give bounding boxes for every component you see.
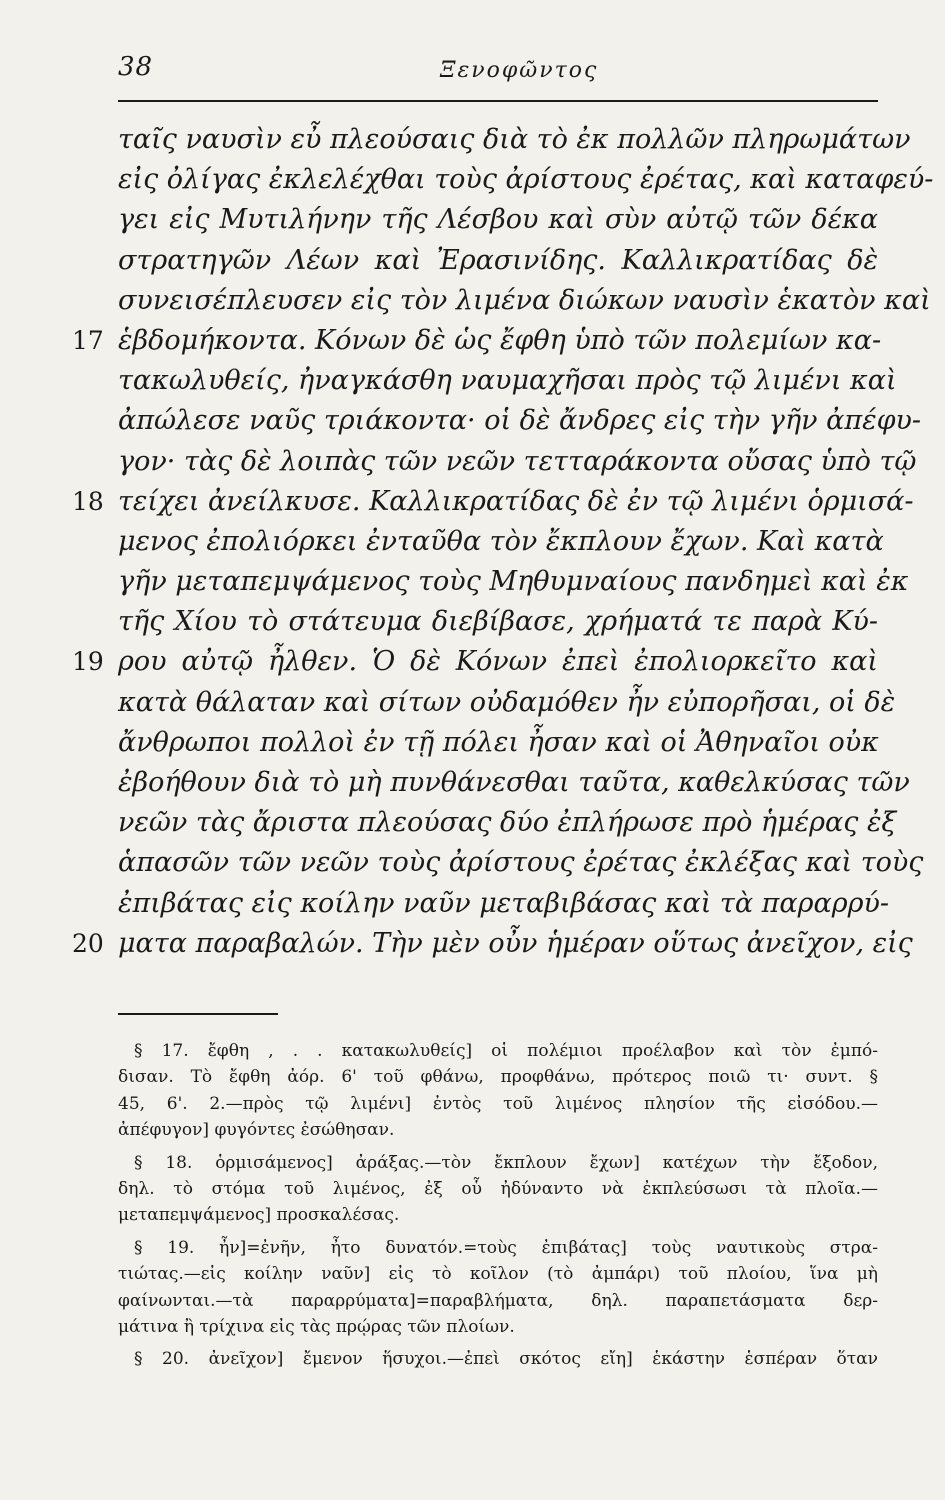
line-text: γῆν μεταπεμψάμενος τοὺς Μηθυμναίους πανδημεὶ καὶ ἐκ bbox=[118, 566, 909, 598]
header-rule bbox=[118, 100, 878, 102]
section-number: 18 bbox=[72, 486, 104, 516]
line-text: συνεισέπλευσεν εἰς τὸν λιμένα διώκων ναυσὶν ἑκατὸν καὶ bbox=[118, 284, 931, 316]
text-line bbox=[72, 924, 913, 964]
text-line bbox=[118, 241, 878, 281]
footnote-line: ἀπέφυγον] φυγόντες ἐσώθησαν. bbox=[118, 1120, 395, 1141]
line-text: ἐπιβάτας εἰς κοίλην ναῦν μεταβιβάσας καὶ τὰ παραρρύ- bbox=[118, 887, 890, 919]
text-line bbox=[118, 442, 917, 482]
line-text: γει εἰς Μυτιλήνην τῆς Λέσβου καὶ σὺν αὐτῷ τῶν δέκα bbox=[118, 204, 878, 236]
text-line bbox=[118, 843, 924, 883]
line-text: μενος ἐπολιόρκει ἐνταῦθα τὸν ἔκπλουν ἔχων. Καὶ κατὰ bbox=[118, 525, 884, 557]
line-text: ἐβοήθουν διὰ τὸ μὴ πυνθάνεσθαι ταῦτα, καθελκύσας τῶν bbox=[118, 767, 910, 798]
text-line bbox=[118, 120, 911, 160]
footnote-line: φαίνωνται.—τὰ παραρρύματα]=παραβλήματα, δηλ. παραπετάσματα δερ- bbox=[118, 1290, 878, 1311]
line-text: κατὰ θάλαταν καὶ σίτων οὐδαμόθεν ἦν εὐπορῆσαι, οἱ δὲ bbox=[118, 686, 896, 718]
footnote-line: § 20. ἀνεῖχον] ἔμενον ἥσυχοι.—ἐπεὶ σκότος εἴη] ἑκάστην ἑσπέραν ὅταν bbox=[134, 1349, 878, 1370]
line-text: ἀπώλεσε ναῦς τριάκοντα· οἱ δὲ ἄνδρες εἰς τὴν γῆν ἀπέφυ- bbox=[118, 405, 922, 437]
line-text: στρατηγῶν Λέων καὶ Ἐρασινίδης. Καλλικρατίδας δὲ bbox=[118, 244, 878, 276]
text-line bbox=[118, 683, 896, 723]
page-number: 38 bbox=[118, 52, 154, 82]
text-line bbox=[118, 723, 878, 763]
text-line bbox=[118, 200, 878, 240]
text-line bbox=[72, 642, 878, 682]
line-text: γον· τὰς δὲ λοιπὰς τῶν νεῶν τετταράκοντα οὔσας ὑπὸ τῷ bbox=[118, 445, 917, 477]
footnote-line: τιώτας.—εἰς κοίλην ναῦν] εἰς τὸ κοῖλον (τὸ ἀμπάρι) τοῦ πλοίου, ἵνα μὴ bbox=[118, 1264, 878, 1285]
line-text: ἁπασῶν τῶν νεῶν τοὺς ἀρίστους ἐρέτας ἐκλέξας καὶ τοὺς bbox=[118, 847, 924, 879]
footnote-line: δισαν. Τὸ ἔφθη ἀόρ. 6' τοῦ φθάνω, προφθάνω, πρότερος ποιῶ τι· συντ. § bbox=[118, 1067, 878, 1088]
section-number: 19 bbox=[72, 647, 104, 677]
line-text: νεῶν τὰς ἄριστα πλεούσας δύο ἐπλήρωσε πρὸ ἡμέρας ἐξ bbox=[118, 807, 897, 839]
running-title: Ξενοφῶντος bbox=[440, 58, 599, 83]
footnote-line: μεταπεμψάμενος] προσκαλέσας. bbox=[118, 1205, 400, 1226]
section-number: 17 bbox=[72, 325, 104, 355]
section-number: 20 bbox=[72, 928, 104, 958]
footnote-line: § 19. ἦν]=ἐνῆν, ἦτο δυνατόν.=τοὺς ἐπιβάτας] τοὺς ναυτικοὺς στρα- bbox=[134, 1237, 878, 1258]
text-line bbox=[118, 763, 910, 803]
footnote-line: 45, 6'. 2.—πρὸς τῷ λιμένι] ἐντὸς τοῦ λιμένος πλησίον τῆς εἰσόδου.— bbox=[118, 1093, 878, 1114]
footnote-line: μάτινα ἢ τρίχινα εἰς τὰς πρῴρας τῶν πλοίων. bbox=[118, 1316, 515, 1337]
line-text: εἰς ὀλίγας ἐκλελέχθαι τοὺς ἀρίστους ἐρέτας, καὶ καταφεύ- bbox=[118, 164, 934, 196]
text-line bbox=[118, 803, 897, 843]
line-text: ἑβδομήκοντα. Κόνων δὲ ὡς ἔφθη ὑπὸ τῶν πολεμίων κα- bbox=[118, 324, 882, 356]
footnote-line: δηλ. τὸ στόμα τοῦ λιμένος, ἐξ οὗ ἠδύναντο νὰ ἐκπλεύσωσι τὰ πλοῖα.— bbox=[118, 1178, 878, 1199]
footnotes-block bbox=[118, 1038, 878, 1373]
text-line bbox=[118, 602, 878, 642]
text-line bbox=[118, 401, 922, 441]
line-text: ταῖς ναυσὶν εὖ πλεούσαις διὰ τὸ ἐκ πολλῶν πληρωμάτων bbox=[118, 124, 911, 155]
text-line bbox=[118, 281, 931, 321]
line-text: τακωλυθείς, ἠναγκάσθη ναυμαχῆσαι πρὸς τῷ λιμένι καὶ bbox=[118, 365, 897, 397]
footnote-rule bbox=[118, 1013, 278, 1015]
line-text: τείχει ἀνείλκυσε. Καλλικρατίδας δὲ ἐν τῷ λιμένι ὁρμισά- bbox=[118, 485, 914, 517]
line-text: ρου αὐτῷ ἦλθεν. Ὁ δὲ Κόνων ἐπεὶ ἐπολιορκεῖτο καὶ bbox=[118, 646, 878, 678]
text-line bbox=[72, 482, 914, 522]
footnote-line: § 17. ἔφθη , . . κατακωλυθείς] οἱ πολέμιοι προέλαβον καὶ τὸν ἐμπό- bbox=[134, 1041, 878, 1061]
text-line bbox=[118, 884, 890, 924]
text-line bbox=[118, 522, 884, 562]
footnote-line: § 18. ὁρμισάμενος] ἀράξας.—τὸν ἔκπλουν ἔχων] κατέχων τὴν ἔξοδον, bbox=[134, 1152, 878, 1173]
main-text-block bbox=[72, 120, 934, 964]
line-text: τῆς Χίου τὸ στάτευμα διεβίβασε, χρήματά τε παρὰ Κύ- bbox=[118, 606, 878, 638]
text-line bbox=[72, 321, 882, 361]
line-text: ἄνθρωποι πολλοὶ ἐν τῇ πόλει ἦσαν καὶ οἱ Ἀθηναῖοι οὐκ bbox=[118, 726, 879, 758]
text-line bbox=[118, 361, 897, 401]
text-line bbox=[118, 160, 934, 200]
line-text: ματα παραβαλών. Τὴν μὲν οὖν ἡμέραν οὕτως ἀνεῖχον, εἰς bbox=[118, 927, 913, 959]
text-line bbox=[118, 562, 909, 602]
